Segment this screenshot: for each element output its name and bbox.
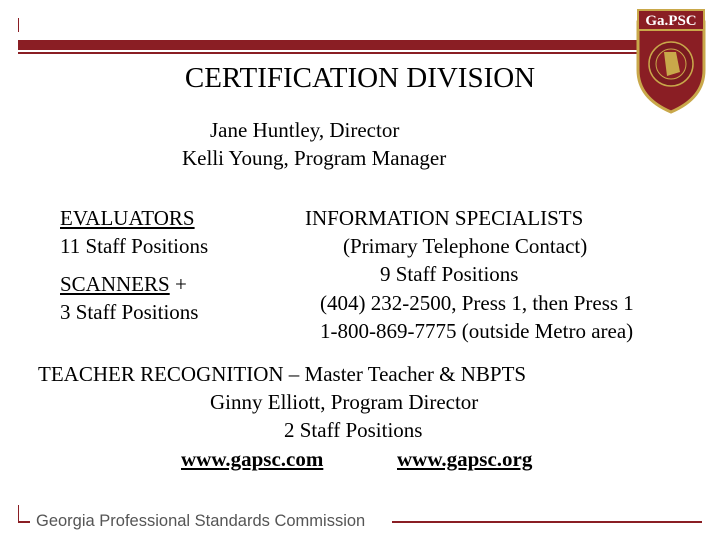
info-specialists-subheading: (Primary Telephone Contact) xyxy=(343,234,588,258)
scanners-plus: + xyxy=(174,272,187,296)
phone-tollfree: 1-800-869-7775 (outside Metro area) xyxy=(320,319,634,343)
evaluators-heading: EVALUATORS xyxy=(60,206,195,230)
footer-rule-left xyxy=(18,521,30,523)
scanners-heading: SCANNERS xyxy=(60,272,170,296)
teacher-recognition-director: Ginny Elliott, Program Director xyxy=(210,390,479,414)
footer-org-name: Georgia Professional Standards Commission xyxy=(36,512,366,530)
evaluators-positions: 11 Staff Positions xyxy=(60,234,209,258)
footer-rule-right xyxy=(392,521,702,523)
phone-local: (404) 232-2500, Press 1, then Press 1 xyxy=(320,291,634,315)
page-title: CERTIFICATION DIVISION xyxy=(184,62,536,94)
teacher-recognition-heading: TEACHER RECOGNITION – Master Teacher & NBPTS xyxy=(38,362,527,386)
scanners-heading-row xyxy=(60,271,187,297)
link-gapsc-org[interactable]: www.gapsc.org xyxy=(397,447,533,471)
director-name: Jane Huntley, Director xyxy=(210,118,400,142)
logo-banner-text: Ga.PSC xyxy=(645,13,697,29)
manager-name: Kelli Young, Program Manager xyxy=(182,146,447,170)
info-specialists-positions: 9 Staff Positions xyxy=(380,262,519,286)
link-gapsc-com[interactable]: www.gapsc.com xyxy=(181,447,324,471)
header-bar xyxy=(18,40,638,50)
scanners-positions: 3 Staff Positions xyxy=(60,300,199,324)
frame-left-top xyxy=(18,18,19,32)
teacher-recognition-positions: 2 Staff Positions xyxy=(284,418,423,442)
header-bar-rule xyxy=(18,52,638,54)
footer-left-rule xyxy=(18,505,19,521)
info-specialists-heading: INFORMATION SPECIALISTS xyxy=(305,206,584,230)
